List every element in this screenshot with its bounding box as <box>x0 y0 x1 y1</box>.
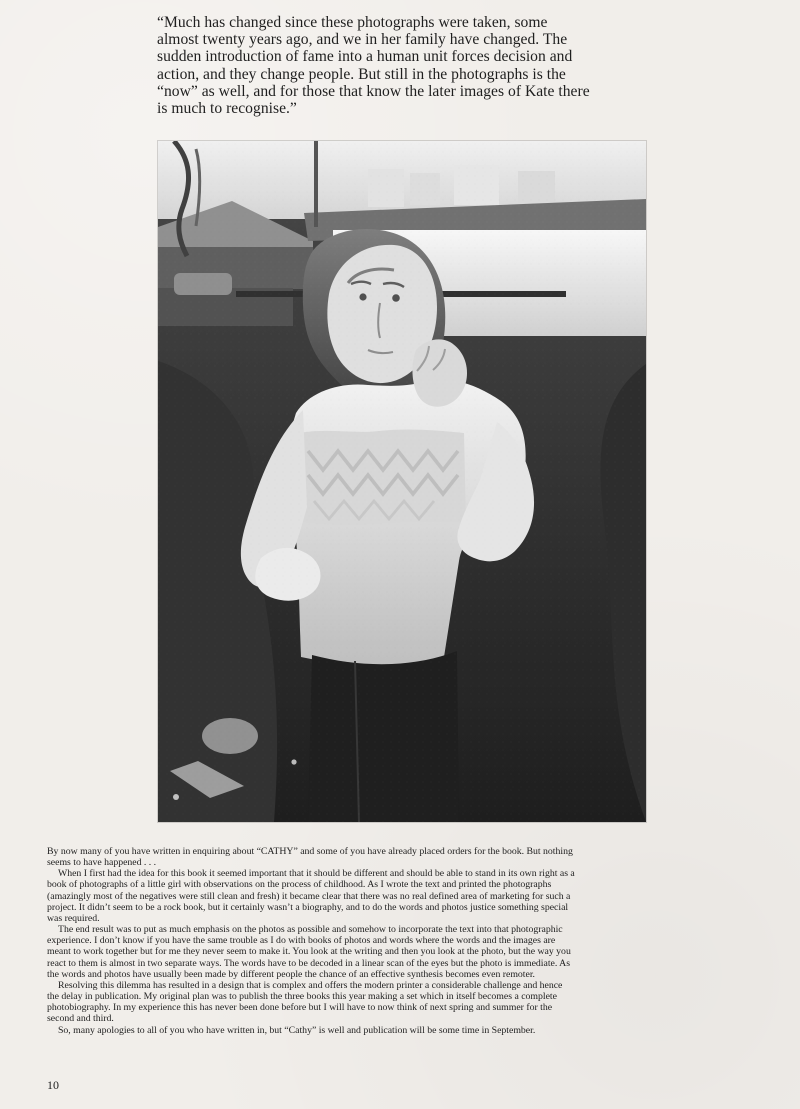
body-line: was required. <box>47 912 100 924</box>
body-line: meant to work together but for me they never seem to make it. You look at the writing and then you look at the photo, but the way you <box>47 946 571 958</box>
body-line: book of photographs of a little girl with observations on the process of childhood. As I wrote the text and printed the photographs <box>47 879 552 891</box>
body-line: Resolving this dilemma has resulted in a design that is complex and offers the modern printer a considerable challenge and hence <box>58 979 563 991</box>
body-line: the delay in publication. My original plan was to publish the three books this year making a set which in itself becomes a complete <box>47 991 557 1003</box>
quote-line: action, and they change people. But still in the photographs is the <box>157 65 566 83</box>
body-line: The end result was to put as much emphasis on the photos as possible and somehow to incorporate the text into that photographic <box>58 924 563 936</box>
body-line: react to them is almost in two separate ways. The words have to be decoded in a linear scan of the eyes but the photo is immediate. As <box>47 957 571 969</box>
body-line: second and third. <box>47 1013 114 1025</box>
photograph-image <box>158 141 646 822</box>
body-line: the words and photos have usually been made by different people the chance of an effective synthesis becomes even remoter. <box>47 968 535 980</box>
quote-line: “now” as well, and for those that know the later images of Kate there <box>157 82 590 100</box>
body-line: So, many apologies to all of you who have written in, but “Cathy” is well and publication will be some time in September. <box>58 1024 536 1036</box>
photograph <box>158 141 646 822</box>
body-line: project. It didn’t seem to be a rock book, but it certainly wasn’t a biography, and to do the words and photos justice something special <box>47 901 569 913</box>
pull-quote <box>157 14 647 117</box>
quote-line: is much to recognise.” <box>157 100 297 118</box>
article-body <box>47 846 759 1036</box>
quote-line: “Much has changed since these photographs were taken, some <box>157 14 548 31</box>
page-number: 10 <box>47 1078 59 1092</box>
body-line: experience. I don’t know if you have the same trouble as I do with books of photos and words where the words and the images are <box>47 935 556 947</box>
body-line: (amazingly most of the negatives were still clean and fresh) it became clear that there was no real defined area of marketing for such a <box>47 890 571 902</box>
body-line: By now many of you have written in enquiring about “CATHY” and some of you have already placed orders for the book. But nothing <box>47 846 573 857</box>
body-line: photobiography. In my experience this has never been done before but I will have to now think of next spring and summer for the <box>47 1002 553 1014</box>
body-line: When I first had the idea for this book it seemed important that it should be different and should be able to stand in its own right as a <box>58 868 575 880</box>
body-line: seems to have happened . . . <box>47 857 157 869</box>
quote-line: sudden introduction of fame into a human unit forces decision and <box>157 48 573 66</box>
quote-line: almost twenty years ago, and we in her family have changed. The <box>157 31 568 49</box>
